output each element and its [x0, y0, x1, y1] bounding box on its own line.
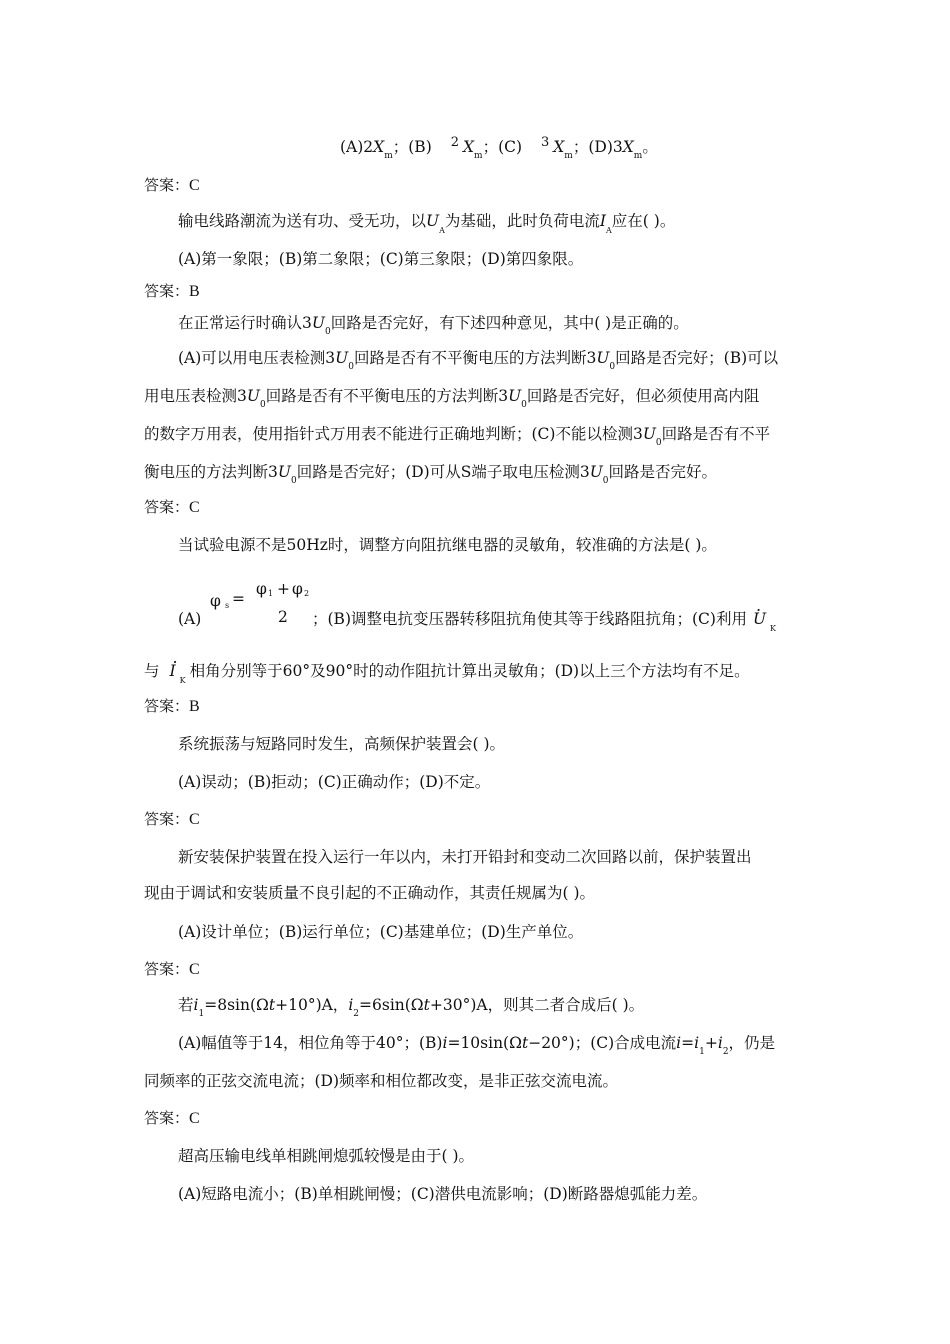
q6-question-line2: 现由于调试和安装质量不良引起的不正确动作，其责任规属为( )。 [144, 884, 596, 902]
q4-sub-2: 2 [304, 589, 310, 598]
q7-sub: 1 [699, 1047, 705, 1057]
q3-sub: 0 [655, 438, 662, 448]
q3-text: 回路是否有不平 [661, 425, 771, 443]
q4-denominator: 2 [278, 608, 288, 626]
answer-value: B [189, 283, 200, 300]
answer-label: 答案： [144, 176, 190, 194]
q7-sub: 2 [353, 1009, 360, 1019]
q3-sub: 0 [324, 327, 331, 337]
q7-i: i [717, 1034, 723, 1052]
q3-u: U [277, 463, 291, 481]
q4-sub-k: K [770, 624, 777, 633]
q6-answer [144, 962, 200, 978]
q7-question [178, 996, 645, 1019]
q3-question [178, 314, 689, 337]
q3-sub: 0 [609, 362, 616, 372]
q7-text: +10°)A， [275, 996, 349, 1014]
q7-i: i [193, 996, 199, 1014]
answer-value: B [189, 698, 200, 715]
q4-phi-2: φ [292, 580, 303, 598]
q2-options: (A)第一象限；(B)第二象限；(C)第三象限；(D)第四象限。 [178, 250, 584, 268]
q7-text: 若 [178, 996, 194, 1014]
q3-u: U [589, 463, 603, 481]
q2-text: 输电线路潮流为送有功、受无功，以 [178, 212, 427, 230]
q2-sub: A [439, 226, 445, 235]
answer-value: C [189, 961, 200, 978]
answer-label: 答案： [144, 282, 190, 300]
q2-sub: A [606, 226, 612, 235]
q3-text: 回路是否有不平衡电压的方法判断3 [265, 387, 509, 405]
q7-answer [144, 1111, 200, 1127]
q1-x: X [622, 138, 634, 156]
q5-answer [144, 812, 200, 828]
q4-options-line1 [312, 610, 777, 633]
q3-text: 在正常运行时确认3 [178, 314, 312, 332]
q7-text: +30°)A，则其二者合成后( )。 [429, 996, 645, 1014]
q3-text: 回路是否有不平衡电压的方法判断3 [353, 349, 597, 367]
q7-i: i [676, 1034, 682, 1052]
q3-u: U [596, 349, 610, 367]
answer-label: 答案： [144, 697, 190, 715]
q2-answer [144, 284, 200, 300]
q7-text: −20°)；(C)合成电流 [528, 1034, 677, 1052]
q6-options: (A)设计单位；(B)运行单位；(C)基建单位；(D)生产单位。 [178, 923, 584, 941]
q4-text: ；(B)调整电抗变压器转移阻抗角使其等于线路阻抗角；(C)利用 [312, 610, 747, 628]
q4-formula-a [178, 580, 328, 630]
q7-text: ，仍是 [728, 1034, 776, 1052]
answer-label: 答案： [144, 1109, 190, 1127]
q8-options: (A)短路电流小；(B)单相跳闸慢；(C)潜供电流影响；(D)断路器熄弧能力差。 [178, 1185, 708, 1203]
q4-a-label: (A) [178, 610, 202, 628]
q4-equals: = [232, 590, 245, 608]
q3-text: 回路是否完好。 [608, 463, 718, 481]
q3-options-line1 [178, 349, 779, 372]
answer-label: 答案： [144, 498, 190, 516]
q4-question: 当试验电源不是50Hz时，调整方向阻抗继电器的灵敏角，较准确的方法是( )。 [178, 536, 717, 554]
q3-options-line3 [144, 425, 771, 448]
q2-i: I [599, 212, 607, 230]
q3-text: 回路是否完好，但必须使用高内阻 [526, 387, 760, 405]
q7-t: t [268, 996, 276, 1014]
answer-label: 答案： [144, 810, 190, 828]
q3-text: 回路是否完好；(D)可从S端子取电压检测3 [296, 463, 590, 481]
q1-x: X [553, 138, 565, 156]
q4-phi-s: φ [210, 592, 221, 610]
q4-options-line2 [144, 662, 750, 685]
q7-text: (A)幅值等于14，相位角等于40°；(B) [178, 1034, 443, 1052]
q7-i: i [348, 996, 354, 1014]
q2-text: 为基础，此时负荷电流 [444, 212, 600, 230]
q1-option-c: ；(C) [482, 138, 523, 156]
q3-text: 回路是否完好；(B)可以 [615, 349, 779, 367]
q2-u: U [426, 212, 440, 230]
q4-text: 相角分别等于60°及90°时的动作阻抗计算出灵敏角；(D)以上三个方法均有不足。 [189, 662, 750, 680]
q4-u-dot: . U [753, 612, 766, 628]
q7-t: t [423, 996, 430, 1014]
q4-sub-k: K [179, 676, 186, 685]
q5-options: (A)误动；(B)拒动；(C)正确动作；(D)不定。 [178, 773, 491, 791]
q1-option-a: (A)2 [340, 138, 374, 156]
q4-sub-1: 1 [268, 589, 274, 598]
q1-b-num: 2 [450, 135, 459, 150]
q1-option-b: ；(B) [392, 138, 432, 156]
q1-x: X [462, 138, 475, 156]
q7-text: = [681, 1034, 695, 1052]
q7-t: t [521, 1034, 529, 1052]
q7-i: i [442, 1034, 448, 1052]
q4-answer [144, 699, 200, 715]
q4-i-dot: . I [170, 664, 176, 680]
q7-options-line2: 同频率的正弦交流电流；(D)频率和相位都改变，是非正弦交流电流。 [144, 1072, 619, 1090]
q4-plus: + [277, 580, 290, 598]
q3-text: 的数字万用表，使用指针式万用表不能进行正确地判断；(C)不能以检测3 [144, 425, 643, 443]
q2-text: 应在( )。 [611, 212, 676, 230]
q5-question: 系统振荡与短路同时发生，高频保护装置会( )。 [178, 735, 506, 753]
q3-text: 用电压表检测3 [144, 387, 247, 405]
q3-u: U [311, 314, 325, 332]
q7-options-line1 [178, 1034, 776, 1057]
answer-value: C [189, 499, 200, 516]
q7-text: =8sin(Ω [204, 996, 269, 1014]
q3-answer [144, 500, 200, 516]
answer-value: C [189, 1110, 200, 1127]
q1-option-d: ；(D)3 [572, 138, 623, 156]
q3-u: U [246, 387, 260, 405]
q3-u: U [642, 425, 656, 443]
q3-sub: 0 [348, 362, 354, 372]
q3-u: U [508, 387, 522, 405]
q1-sub: m [384, 151, 393, 161]
q6-question-line1: 新安装保护装置在投入运行一年以内，未打开铅封和变动二次回路以前，保护装置出 [178, 848, 752, 866]
q1-x: X [373, 138, 385, 156]
q7-text: =6sin(Ω [359, 996, 424, 1014]
q3-u: U [335, 349, 349, 367]
q4-phi-1: φ [256, 580, 267, 598]
q3-text: 回路是否完好，有下述四种意见，其中( )是正确的。 [330, 314, 689, 332]
q7-sub: 1 [198, 1009, 205, 1019]
q8-question: 超高压输电线单相跳闸熄弧较慢是由于( )。 [178, 1147, 475, 1165]
q3-options-line2 [144, 387, 760, 410]
q4-sub-s: s [225, 601, 230, 610]
q7-sub: 2 [722, 1047, 729, 1057]
q3-sub: 0 [259, 400, 266, 410]
answer-value: C [189, 177, 200, 194]
q1-sub: m [633, 151, 643, 161]
answer-label: 答案： [144, 960, 190, 978]
answer-value: C [189, 811, 200, 828]
q1-sub: m [474, 151, 483, 161]
q4-text: 与 [144, 662, 160, 680]
q3-sub: 0 [602, 476, 609, 486]
q3-sub: 0 [521, 400, 527, 410]
q7-text: + [704, 1034, 718, 1052]
q3-text: 衡电压的方法判断3 [144, 463, 278, 481]
q2-question [178, 212, 676, 235]
q1-options [340, 135, 658, 161]
q3-text: (A)可以用电压表检测3 [178, 349, 336, 367]
q1-answer [144, 178, 200, 194]
q1-sub: m [564, 151, 573, 161]
q7-i: i [694, 1034, 700, 1052]
q7-text: =10sin(Ω [447, 1034, 522, 1052]
q1-c-num: 3 [540, 135, 550, 150]
q1-end: 。 [642, 138, 658, 156]
q3-sub: 0 [290, 476, 297, 486]
q3-options-line4 [144, 463, 718, 486]
